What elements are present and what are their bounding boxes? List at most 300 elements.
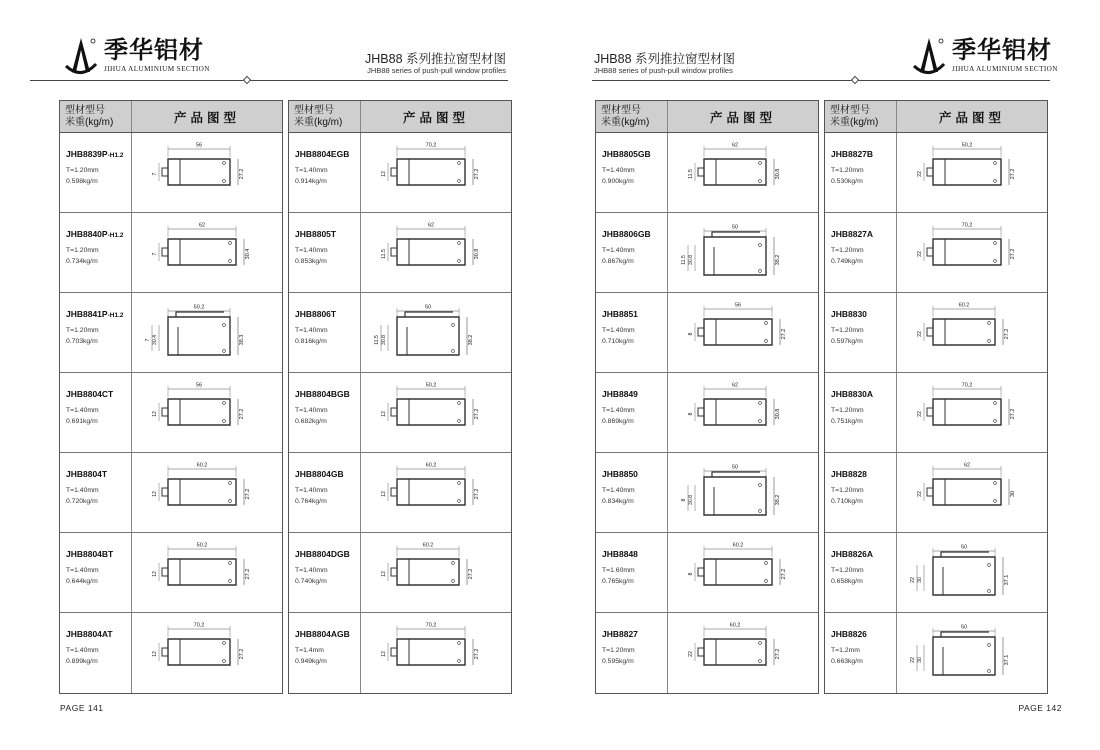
width-dimension-label: 62 (963, 462, 971, 469)
screw-boss (994, 420, 997, 423)
profile-code (831, 149, 896, 159)
profile-code-main: JHB8830 (831, 309, 867, 319)
profile-code-suffix: -H1.2 (107, 152, 124, 159)
profile-row (596, 373, 818, 453)
profile-row (825, 533, 1047, 613)
profile-drawing-svg (361, 613, 513, 693)
series-heading (594, 52, 735, 76)
profile-tongue (162, 168, 168, 176)
height-dimension-label: 37.1 (1004, 574, 1010, 586)
profile-weight: 0.658kg/m (831, 578, 863, 585)
profile-lip (941, 552, 989, 557)
profile-row (289, 293, 511, 373)
profile-drawing (688, 543, 787, 586)
profile-tongue (698, 328, 704, 336)
profile-drawing (381, 623, 480, 666)
profile-code-main: JHB8841P (66, 309, 108, 319)
profile-drawing (145, 305, 245, 356)
height-dimension-label: 27.2 (245, 488, 251, 500)
profile-weight: 0.751kg/m (831, 418, 863, 425)
profile-drawing (917, 143, 1016, 186)
screw-boss (458, 420, 461, 423)
profile-drawing-cell (897, 213, 1047, 292)
profile-code-main: JHB8826 (831, 629, 867, 639)
profile-drawing-cell (668, 533, 818, 612)
profile-drawing-cell (897, 133, 1047, 212)
screw-boss (223, 324, 226, 327)
screw-boss (988, 322, 991, 325)
height-dimension-label: 27.2 (775, 648, 781, 660)
header-model-weight (825, 101, 897, 132)
column-header (825, 101, 1047, 133)
profile-tongue (391, 568, 397, 576)
profile-drawing (374, 305, 474, 356)
width-dimension-label: 60.2 (732, 542, 744, 549)
screw-boss (223, 660, 226, 663)
profile-drawing (152, 143, 245, 186)
profile-drawing-svg (361, 453, 513, 533)
width-dimension-label: 70.2 (193, 622, 205, 629)
profile-weight: 0.867kg/m (602, 258, 634, 265)
profile-code-suffix: -H1.2 (107, 312, 124, 319)
left-dimension-label: 30.8 (688, 254, 694, 266)
width-dimension-label: 62 (427, 222, 435, 229)
profile-row (825, 293, 1047, 373)
profile-drawing-cell (361, 533, 511, 612)
left-dimension-label: 12 (381, 411, 387, 417)
width-dimension-label: 62 (198, 222, 206, 229)
width-dimension-label: 50 (960, 624, 968, 631)
screw-boss (759, 420, 762, 423)
left-dimension-label: 30.4 (152, 334, 158, 346)
brand-logo (910, 36, 1058, 78)
profile-thickness: T=1.20mm (66, 247, 99, 254)
profile-outline (933, 557, 995, 595)
profile-info (289, 453, 361, 532)
screw-boss (759, 162, 762, 165)
profile-drawing-cell (897, 373, 1047, 452)
screw-boss (759, 180, 762, 183)
left-dimension-label: 22 (910, 657, 916, 663)
profile-drawing-svg (668, 533, 820, 613)
header-model-weight (289, 101, 361, 132)
profile-drawing (688, 383, 781, 426)
profile-info (825, 613, 897, 693)
profile-drawing-svg (897, 453, 1049, 533)
profile-outline (168, 479, 236, 505)
profile-drawing-svg (361, 373, 513, 453)
profile-tongue (927, 328, 933, 336)
profile-code (295, 629, 360, 639)
profile-info (825, 453, 897, 532)
screw-boss (994, 500, 997, 503)
profile-outline (168, 239, 236, 265)
screw-boss (759, 484, 762, 487)
screw-boss (759, 244, 762, 247)
left-dimension-label: 11.5 (381, 249, 387, 259)
profile-outline (933, 399, 1001, 425)
left-dimension-label: 11.5 (688, 169, 694, 179)
profile-thickness: T=1.40mm (602, 487, 635, 494)
screw-boss (452, 324, 455, 327)
profile-thickness: T=1.2mm (831, 647, 860, 654)
profile-thickness: T=1.20mm (831, 487, 864, 494)
profile-code-main: JHB8804EGB (295, 149, 350, 159)
profile-outline (933, 637, 995, 675)
header-drawing-label: 产品图型 (709, 110, 776, 125)
profile-drawing-cell (361, 213, 511, 292)
left-dimension-label: 22 (917, 331, 923, 337)
profile-code (602, 229, 667, 239)
screw-boss (229, 562, 232, 565)
profile-outline (933, 479, 1001, 505)
height-dimension-label: 27.2 (239, 168, 245, 180)
profile-drawing-svg (132, 613, 284, 693)
profile-weight: 0.764kg/m (295, 498, 327, 505)
screw-boss (458, 642, 461, 645)
profile-tongue (698, 168, 704, 176)
height-dimension-label: 27.2 (781, 568, 787, 580)
header-weight-label: 米重(kg/m) (65, 117, 114, 128)
screw-boss (452, 562, 455, 565)
profile-row (289, 533, 511, 613)
height-dimension-label: 37.1 (1004, 654, 1010, 666)
profile-info (289, 373, 361, 452)
profile-outline (397, 239, 465, 265)
header-drawing-label: 产品图型 (402, 110, 469, 125)
profile-code (295, 549, 360, 559)
profile-thickness: T=1.20mm (831, 167, 864, 174)
profile-code-main: JHB8804GB (295, 469, 344, 479)
profile-info (289, 613, 361, 693)
profile-tongue (162, 488, 168, 496)
profile-drawing (381, 463, 480, 506)
profile-outline (397, 559, 459, 585)
height-dimension-label: 27.2 (239, 408, 245, 420)
profile-info (289, 213, 361, 292)
screw-boss (994, 402, 997, 405)
profile-code (295, 309, 360, 319)
left-dimension-label: 8 (688, 572, 694, 576)
profile-code (602, 309, 667, 319)
profile-drawing-cell (132, 373, 282, 452)
profile-code-main: JHB8805GB (602, 149, 651, 159)
profile-weight: 0.720kg/m (66, 498, 98, 505)
profile-drawing-svg (132, 213, 284, 293)
profile-row (596, 133, 818, 213)
profile-drawing (917, 383, 1016, 426)
profile-lip (941, 632, 989, 637)
profile-weight: 0.710kg/m (831, 498, 863, 505)
screw-boss (223, 420, 226, 423)
profile-info (825, 293, 897, 372)
profile-weight: 0.740kg/m (295, 578, 327, 585)
height-dimension-label: 27.2 (474, 488, 480, 500)
right-page (550, 0, 1100, 750)
profile-row (60, 453, 282, 533)
left-dimension-label: 22 (910, 577, 916, 583)
width-dimension-label: 60.2 (425, 462, 437, 469)
profile-drawing-svg (897, 373, 1049, 453)
profile-tongue (162, 648, 168, 656)
height-dimension-label: 30.4 (245, 248, 251, 260)
profile-weight: 0.869kg/m (602, 418, 634, 425)
profile-thickness: T=1.40mm (66, 407, 99, 414)
profile-drawing-cell (132, 453, 282, 532)
profile-drawing-svg (897, 613, 1049, 693)
header-rule (30, 80, 508, 81)
height-dimension-label: 30.8 (775, 168, 781, 180)
profile-row (596, 453, 818, 533)
profile-weight: 0.644kg/m (66, 578, 98, 585)
header-model-label: 型材型号 (830, 105, 870, 116)
left-dimension-label: 12 (152, 411, 158, 417)
width-dimension-label: 60.2 (729, 622, 741, 629)
rule-diamond-icon (243, 76, 251, 84)
profile-drawing-svg (132, 293, 284, 373)
profile-thickness: T=1.20mm (831, 567, 864, 574)
screw-boss (759, 510, 762, 513)
height-dimension-label: 38.2 (775, 254, 781, 266)
column-header (60, 101, 282, 133)
profile-code-main: JHB8826A (831, 549, 874, 559)
profile-outline (397, 639, 465, 665)
profile-code (295, 469, 360, 479)
profile-thickness: T=1.40mm (295, 487, 328, 494)
profile-code (602, 389, 667, 399)
profile-drawing (688, 143, 781, 186)
series-title-en: JHB88 series of push-pull window profiles (367, 66, 506, 75)
profile-info (60, 133, 132, 212)
left-dimension-label: 30 (917, 657, 923, 663)
profile-info (289, 133, 361, 212)
profile-info (825, 373, 897, 452)
profile-tongue (698, 648, 704, 656)
profile-drawing-svg (132, 133, 284, 213)
profile-code-main: JHB8850 (602, 469, 638, 479)
screw-boss (759, 270, 762, 273)
profile-drawing (681, 465, 781, 516)
profile-row (825, 213, 1047, 293)
height-dimension-label: 38.2 (468, 334, 474, 346)
profile-row (596, 293, 818, 373)
profile-code (831, 309, 896, 319)
height-dimension-label: 27.2 (1010, 408, 1016, 420)
profile-tongue (698, 568, 704, 576)
profile-row (596, 213, 818, 293)
width-dimension-label: 62 (731, 382, 739, 389)
profile-weight: 0.595kg/m (602, 658, 634, 665)
profile-code-main: JHB8827A (831, 229, 874, 239)
profile-thickness: T=1.20mm (831, 407, 864, 414)
page-number: PAGE 141 (60, 703, 104, 713)
series-heading (365, 52, 506, 76)
profile-info (60, 613, 132, 693)
profile-weight: 0.710kg/m (602, 338, 634, 345)
profile-row (289, 213, 511, 293)
profile-drawing-cell (897, 613, 1047, 693)
profile-row (60, 613, 282, 693)
screw-boss (229, 482, 232, 485)
rule-diamond-icon (851, 76, 859, 84)
profile-weight: 0.749kg/m (831, 258, 863, 265)
column-header (289, 101, 511, 133)
profile-row (825, 613, 1047, 693)
profile-weight: 0.899kg/m (66, 658, 98, 665)
profile-code (66, 149, 131, 159)
profile-code-main: JHB8839P (66, 149, 108, 159)
profile-drawing-cell (361, 293, 511, 372)
profile-weight: 0.900kg/m (602, 178, 634, 185)
profile-outline (704, 159, 766, 185)
profile-drawing-svg (897, 133, 1049, 213)
profile-code (66, 229, 131, 239)
left-dimension-label: 12 (152, 571, 158, 577)
profile-code (602, 149, 667, 159)
width-dimension-label: 56 (734, 302, 742, 309)
profile-drawing-cell (668, 293, 818, 372)
profile-drawing-cell (668, 453, 818, 532)
profile-code (66, 549, 131, 559)
profile-outline (704, 319, 772, 345)
profile-thickness: T=1.40mm (295, 247, 328, 254)
profile-code-main: JHB8848 (602, 549, 638, 559)
screw-boss (223, 350, 226, 353)
profile-row (60, 293, 282, 373)
profile-thickness: T=1.20mm (831, 247, 864, 254)
profile-outline (168, 559, 236, 585)
brand-name-cn: 季华铝材 (952, 36, 1052, 64)
header-model-label: 型材型号 (601, 105, 641, 116)
profile-outline (933, 319, 995, 345)
profile-weight: 0.691kg/m (66, 418, 98, 425)
width-dimension-label: 50 (731, 224, 739, 231)
profile-thickness: T=1.20mm (602, 647, 635, 654)
profile-row (60, 133, 282, 213)
width-dimension-label: 56 (195, 142, 203, 149)
profile-drawing-cell (132, 213, 282, 292)
screw-boss (229, 580, 232, 583)
profile-drawing (688, 303, 787, 346)
profile-row (825, 373, 1047, 453)
page-number: PAGE 142 (1018, 703, 1062, 713)
screw-boss (988, 564, 991, 567)
profile-row (60, 373, 282, 453)
profile-drawing (152, 623, 245, 666)
width-dimension-label: 50.2 (961, 142, 973, 149)
profile-row (289, 133, 511, 213)
profile-code-main: JHB8851 (602, 309, 638, 319)
profile-outline (397, 159, 465, 185)
screw-boss (458, 180, 461, 183)
left-dimension-label: 12 (381, 171, 387, 177)
screw-boss (458, 260, 461, 263)
profile-tongue (927, 168, 933, 176)
profile-info (596, 453, 668, 532)
profile-drawing-svg (132, 453, 284, 533)
profile-drawing (152, 543, 251, 586)
profile-drawing-cell (361, 133, 511, 212)
profile-code-main: JHB8805T (295, 229, 337, 239)
width-dimension-label: 50 (424, 304, 432, 311)
profile-drawing-svg (668, 613, 820, 693)
profile-info (825, 213, 897, 292)
header-model-label: 型材型号 (294, 105, 334, 116)
profile-outline (397, 317, 459, 355)
screw-boss (994, 180, 997, 183)
profile-drawing-svg (361, 213, 513, 293)
profile-outline (168, 317, 230, 355)
profile-code (66, 309, 131, 319)
profile-thickness: T=1.40mm (602, 407, 635, 414)
profile-tongue (162, 248, 168, 256)
height-dimension-label: 30 (1010, 490, 1016, 498)
screw-boss (988, 590, 991, 593)
profile-thickness: T=1.40mm (295, 567, 328, 574)
profile-code (295, 229, 360, 239)
profile-info (596, 213, 668, 292)
profile-code (295, 149, 360, 159)
profile-code (831, 629, 896, 639)
left-dimension-label: 11.5 (374, 335, 380, 345)
profile-drawing-svg (668, 133, 820, 213)
profile-drawing-cell (132, 133, 282, 212)
profile-outline (397, 479, 465, 505)
profile-code (602, 469, 667, 479)
profile-weight: 0.765kg/m (602, 578, 634, 585)
left-dimension-label: 22 (917, 411, 923, 417)
profile-code-main: JHB8849 (602, 389, 638, 399)
profile-code-main: JHB8830A (831, 389, 874, 399)
profile-lip (176, 312, 224, 317)
profile-info (60, 293, 132, 372)
profile-thickness: T=1.40mm (295, 407, 328, 414)
profile-row (289, 613, 511, 693)
width-dimension-label: 70.2 (425, 622, 437, 629)
logo-mark-icon (62, 36, 100, 78)
height-dimension-label: 27.2 (1010, 248, 1016, 260)
profile-code (831, 229, 896, 239)
profile-tongue (927, 488, 933, 496)
profile-drawing (917, 303, 1010, 346)
profile-tongue (162, 408, 168, 416)
screw-boss (458, 162, 461, 165)
profile-code-main: JHB8804CT (66, 389, 114, 399)
profile-thickness: T=1.20mm (66, 167, 99, 174)
profile-info (596, 373, 668, 452)
screw-boss (223, 180, 226, 183)
logo-mark-icon (910, 36, 948, 78)
profile-code (831, 549, 896, 559)
profile-tongue (391, 248, 397, 256)
profile-drawing-svg (897, 533, 1049, 613)
left-dimension-label: 7 (145, 338, 151, 342)
profile-code-main: JHB8804AGB (295, 629, 350, 639)
width-dimension-label: 60.2 (196, 462, 208, 469)
profile-drawing (381, 223, 480, 266)
profile-drawing-cell (897, 293, 1047, 372)
profile-weight: 0.816kg/m (295, 338, 327, 345)
left-dimension-label: 7 (152, 252, 158, 256)
profile-info (596, 293, 668, 372)
profile-weight: 0.949kg/m (295, 658, 327, 665)
profile-weight: 0.663kg/m (831, 658, 863, 665)
height-dimension-label: 27.2 (474, 408, 480, 420)
profile-table (595, 100, 1048, 694)
left-dimension-label: 30 (917, 577, 923, 583)
profile-code (831, 389, 896, 399)
profile-code-main: JHB8828 (831, 469, 867, 479)
